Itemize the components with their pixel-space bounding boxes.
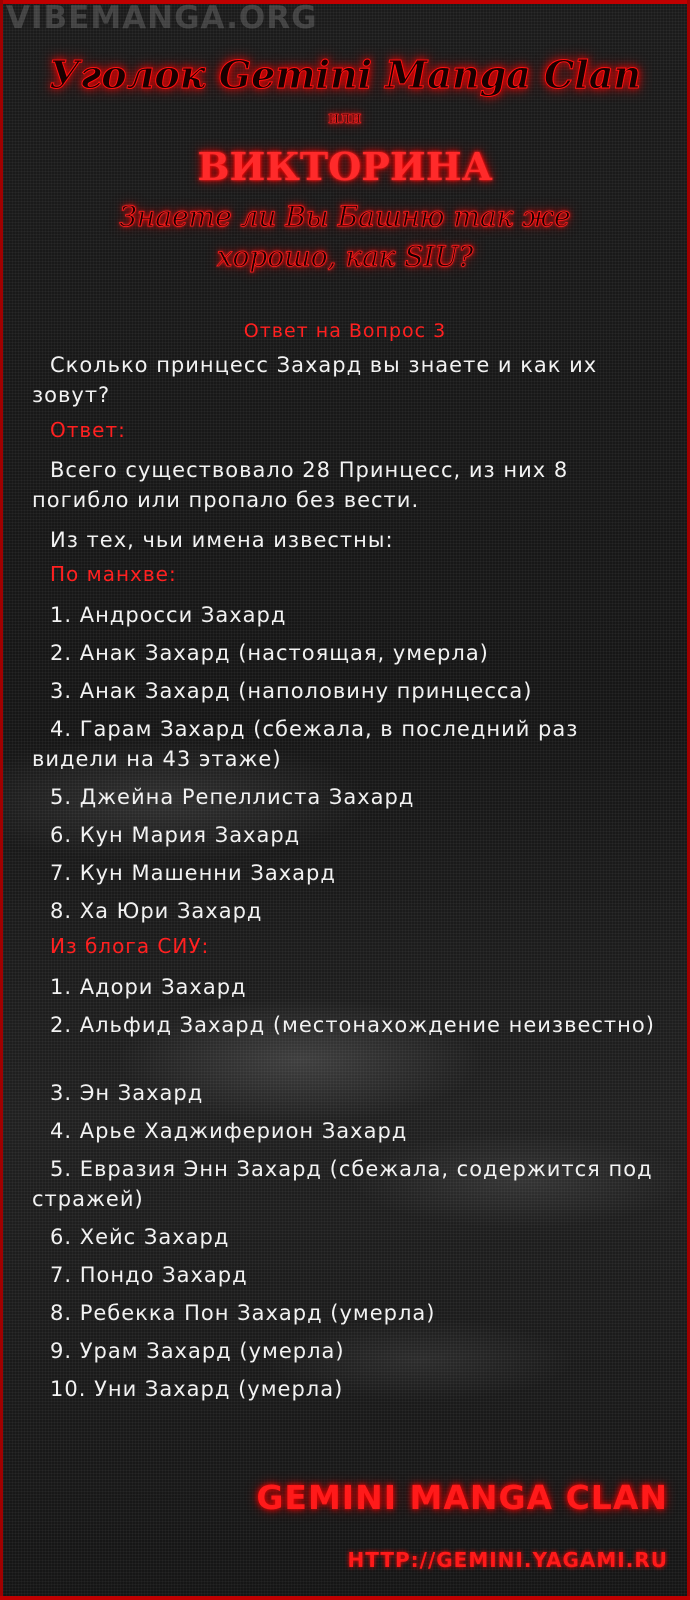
blog-list-item: 4. Арье Хаджиферион Захард	[50, 1119, 408, 1143]
answer-title: Ответ на Вопрос 3	[243, 320, 447, 342]
blog-list-item: 8. Ребекка Пон Захард (умерла)	[50, 1301, 436, 1325]
frame-bottom-border	[0, 1596, 690, 1600]
blog-list-item: 3. Эн Захард	[50, 1081, 204, 1105]
blog-list-item: 2. Альфид Захард (местонахождение неизвестно)	[50, 1013, 655, 1037]
quiz-heading: ВИКТОРИНА	[197, 144, 493, 189]
footer-url-link[interactable]: HTTP://GEMINI.YAGAMI.RU	[347, 1548, 668, 1572]
blog-label: Из блога СИУ:	[50, 934, 210, 958]
blog-list-item: 7. Пондо Захард	[50, 1263, 248, 1287]
answer-intro: Всего существовало 28 Принцесс, из них 8 погибло или пропало без вести.	[32, 458, 569, 512]
manhwa-list-item: 3. Анак Захард (наполовину принцесса)	[50, 679, 533, 703]
page-title: Уголок Gemini Manga Clan	[49, 52, 641, 97]
blog-list-item: 1. Адори Захард	[50, 975, 247, 999]
manhwa-list-item: 2. Анак Захард (настоящая, умерла)	[50, 641, 489, 665]
footer-clan-name: GEMINI MANGA CLAN	[256, 1478, 668, 1517]
manhwa-label: По манхве:	[50, 562, 177, 586]
or-label: или	[328, 108, 362, 128]
answer-label: Ответ:	[50, 418, 126, 442]
manhwa-list-item: 5. Джейна Репеллиста Захард	[50, 785, 415, 809]
manhwa-list-item: 1. Андросси Захард	[50, 603, 287, 627]
manhwa-list-item: 8. Ха Юри Захард	[50, 899, 263, 923]
manhwa-list-item: 4. Гарам Захард (сбежала, в последний раз видели на 43 этаже)	[32, 717, 579, 771]
manhwa-list-item: 7. Кун Машенни Захард	[50, 861, 336, 885]
blog-list-item: 6. Хейс Захард	[50, 1225, 230, 1249]
subtitle-line-2: хорошо, как SIU?	[216, 240, 474, 273]
blog-list-item: 10. Уни Захард (умерла)	[50, 1377, 344, 1401]
blog-list-item: 5. Евразия Энн Захард (сбежала, содержится под стражей)	[32, 1157, 653, 1211]
subtitle-line-1: Знаете ли Вы Башню так же	[119, 200, 571, 233]
manhwa-list-item: 6. Кун Мария Захард	[50, 823, 301, 847]
known-names-text: Из тех, чьи имена известны:	[50, 528, 394, 552]
blog-list-item: 9. Урам Захард (умерла)	[50, 1339, 345, 1363]
watermark: VIBEMANGA.ORG	[6, 0, 318, 36]
question-text: Сколько принцесс Захард вы знаете и как их зовут?	[32, 353, 598, 407]
